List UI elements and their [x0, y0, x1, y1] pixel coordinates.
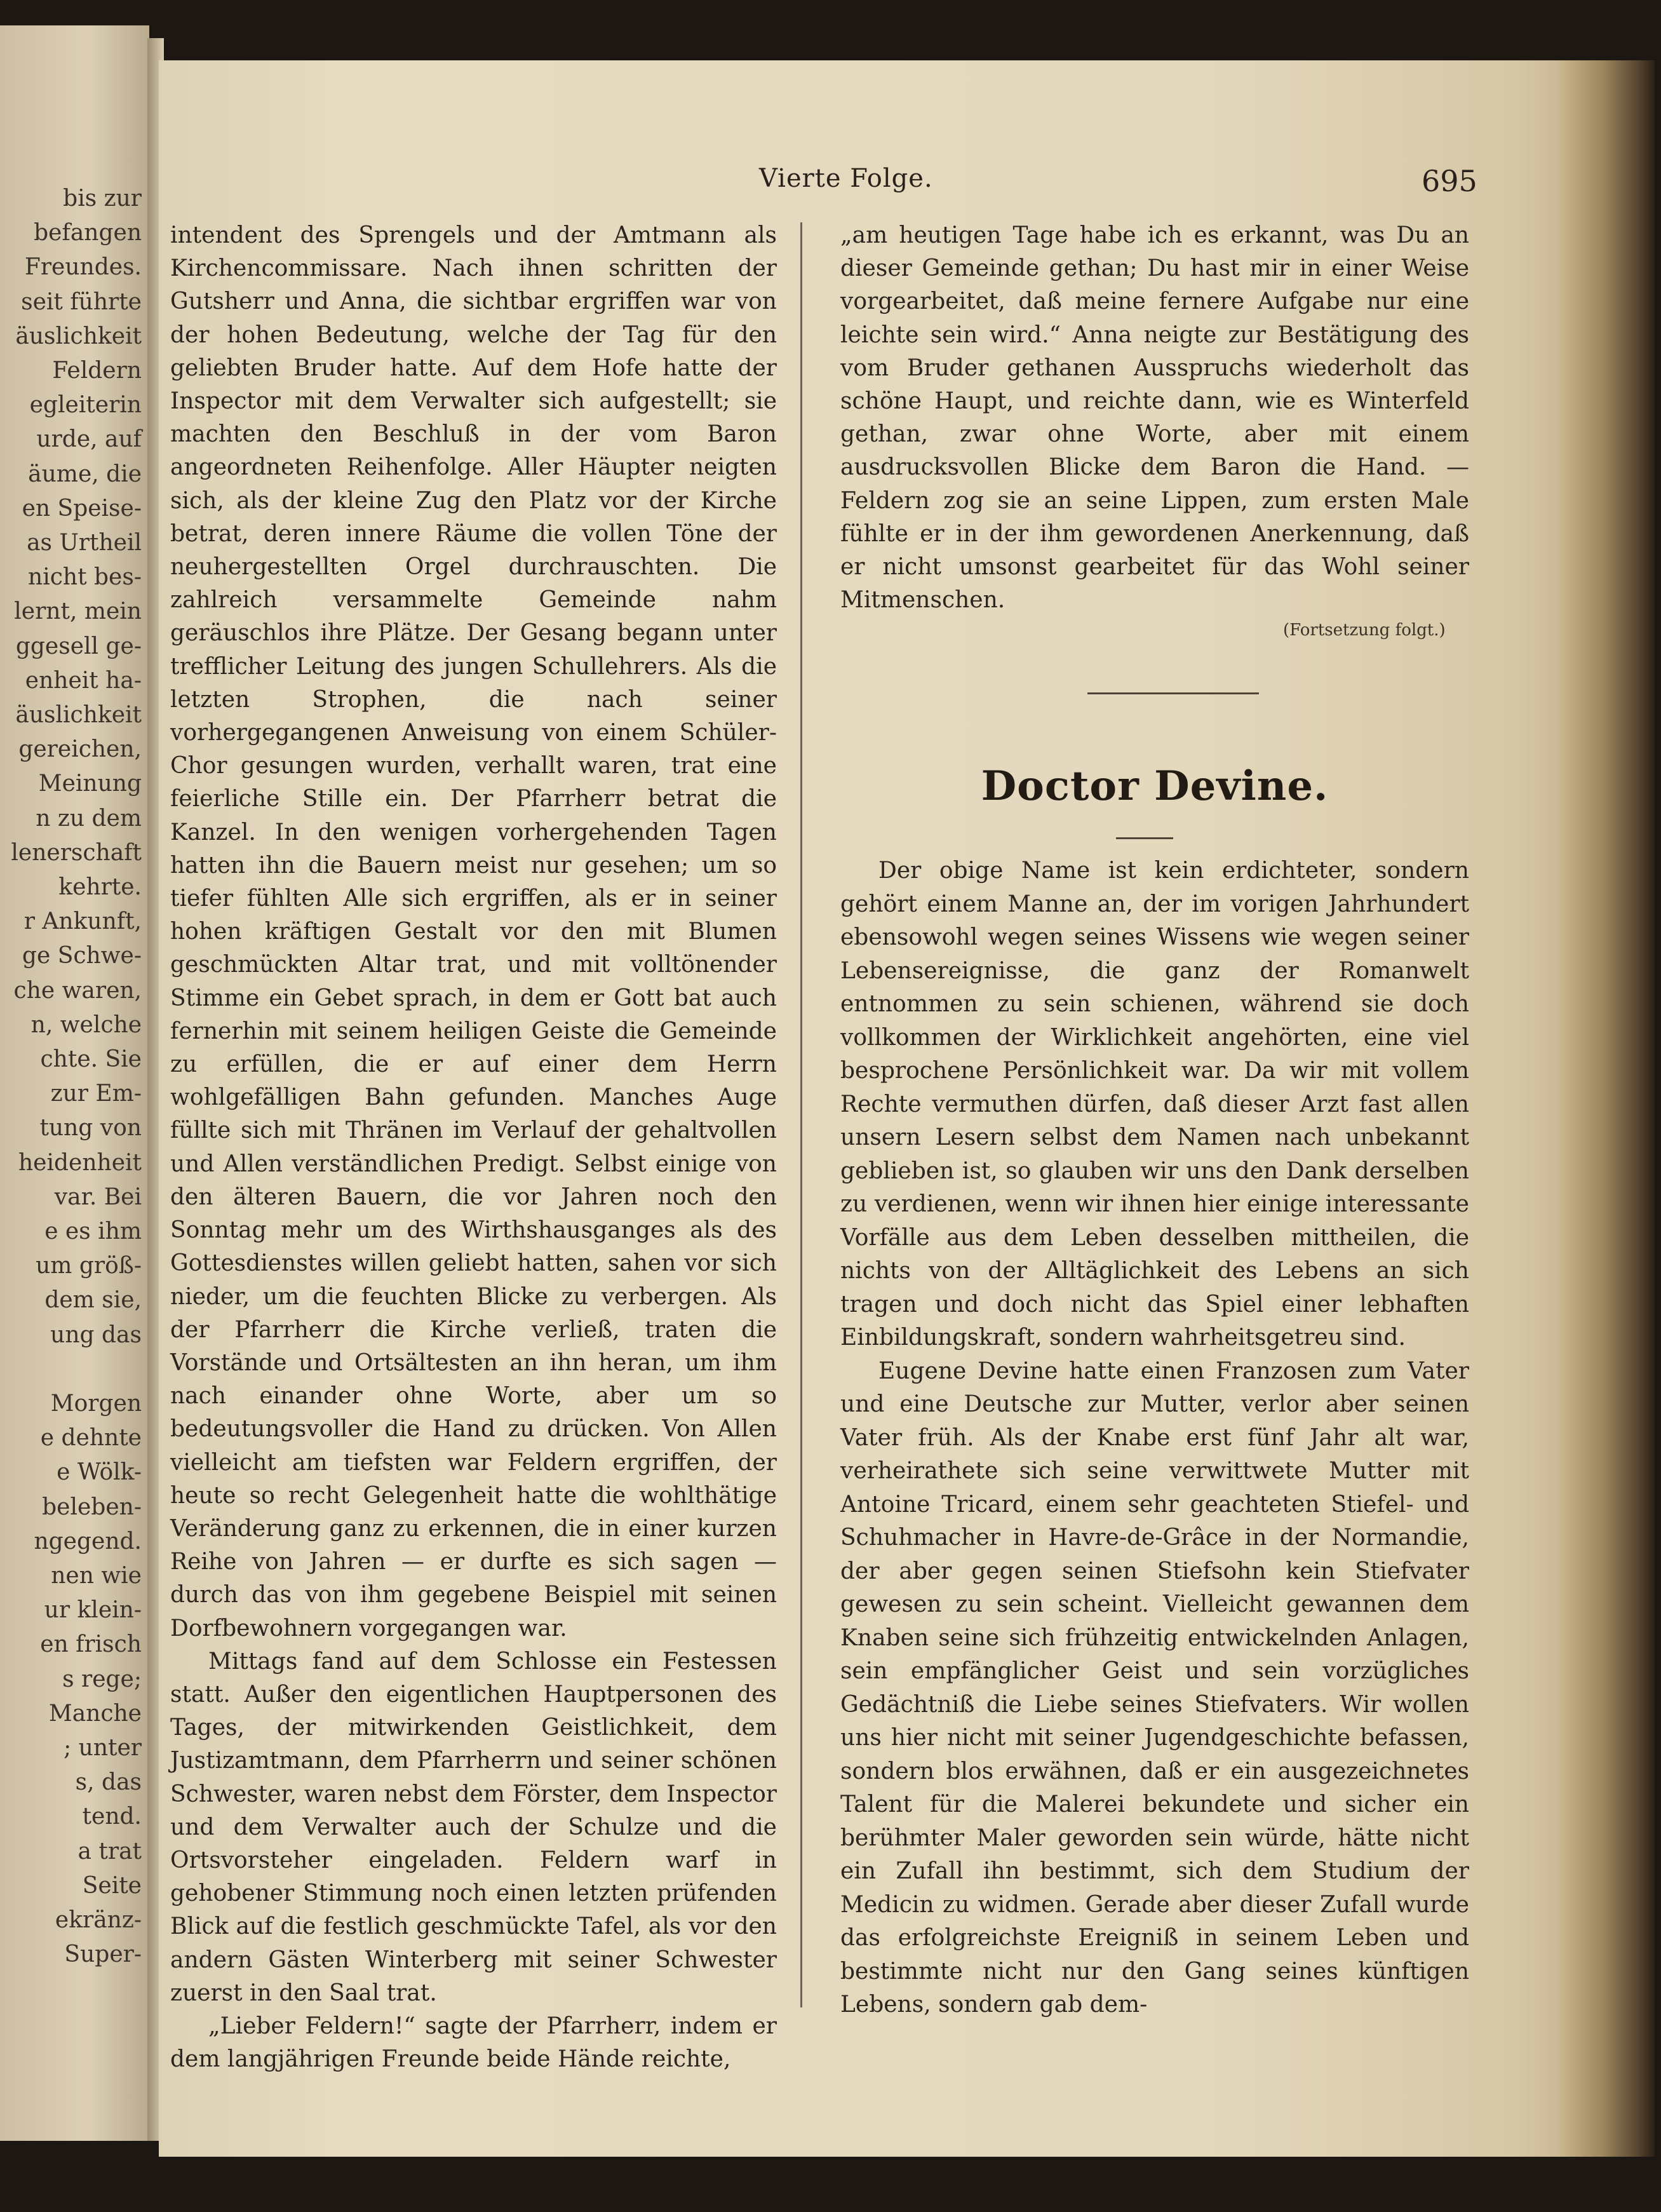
- left-page-fragment: s, das: [75, 1769, 142, 1796]
- left-page-fragment: ngegend.: [34, 1528, 142, 1554]
- left-page-fragment: nen wie: [51, 1563, 142, 1589]
- left-page-fragment: gereichen,: [18, 736, 142, 763]
- left-page-fragment: nicht bes-: [28, 564, 142, 591]
- left-page-fragment: ; unter: [64, 1735, 142, 1761]
- left-page-fragment: tung von: [39, 1115, 142, 1142]
- section-rule: [1087, 692, 1259, 694]
- left-page-fragment: ggesell ge-: [15, 633, 142, 659]
- left-page-fragment: äuslichkeit: [15, 323, 142, 349]
- left-page-fragment: tend.: [82, 1804, 142, 1830]
- continuation-note: (Fortsetzung folgt.): [1283, 621, 1446, 640]
- running-title: Vierte Folge.: [759, 164, 933, 193]
- left-page-fragment: enheit ha-: [25, 667, 142, 694]
- title-rule: [1116, 837, 1173, 839]
- paragraph: Der obige Name ist kein erdichteter, sondern gehört einem Manne an, der im vorigen Jahrhundert ebensowohl wegen seines Wissens wie wegen seiner Lebensereignisse, die ganz der Romanwelt entnommen zu sein schienen, während sie doch vollkommen der Wirklichkeit angehörten, eine viel besprochene Persönlichkeit war. Da wir mit vollem Rechte vermuthen dürfen, daß dieser Arzt fast allen unsern Lesern selbst dem Namen nach unbekannt geblieben ist, so glauben wir uns den Dank derselben zu verdienen, wenn wir ihnen hier einige interessante Vorfälle aus dem Leben desselben mittheilen, die nichts von der Alltäglichkeit des Lebens an sich tragen und doch nicht das Spiel einer lebhaften Einbildungskraft, sondern wahrheitsgetreu sind.: [840, 858, 1469, 1351]
- left-page-fragment: chte. Sie: [40, 1046, 142, 1072]
- paragraph: intendent des Sprengels und der Amtmann als Kirchencommissare. Nach ihnen schritten der Gutsherr und Anna, die sichtbar ergriffen war von der hohen Bedeutung, welche der Tag für den geliebten Bruder hatte. Auf dem Hofe hatte der Inspector mit dem Verwalter sich aufgestellt; sie machten den Beschluß in der vom Baron angeordneten Reihenfolge. Aller Häupter neigten sich, als der kleine Zug den Platz vor der Kirche betrat, deren innere Räume die vollen Töne der neuhergestellten Orgel durchrauschten. Die zahlreich versammelte Gemeinde nahm geräuschlos ihre Plätze. Der Gesang begann unter trefflicher Leitung des jungen Schullehrers. Als die letzten Strophen, die nach seiner vorhergegangenen Anweisung von einem Schüler-Chor gesungen wurden, verhallt waren, trat eine feierliche Stille ein. Der Pfarrherr betrat die Kanzel. In den wenigen vorhergehenden Tagen hatten ihn die Bauern meist nur gesehen; um so tiefer fühlten Alle sich ergriffen, als er in seiner hohen kräftigen Gestalt vor den mit Blumen geschmückten Altar trat, und mit volltönender Stimme ein Gebet sprach, in dem er Gott bat auch fernerhin mit seinem heiligen Geiste die Gemeinde zu erfüllen, die er auf einer dem Herrn wohlgefälligen Bahn gefunden. Manches Auge füllte sich mit Thränen im Verlauf der gehaltvollen und Allen verständlichen Predigt. Selbst einige von den älteren Bauern, die vor Jahren noch den Sonntag mehr um des Wirthshausganges als des Gottesdienstes willen geliebt hatten, sahen vor sich nieder, um die feuchten Blicke zu verbergen. Als der Pfarrherr die Kirche verließ, traten die Vorstände und Ortsältesten an ihn heran, um ihm nach einander ohne Worte, aber um so bedeutungsvoller die Hand zu drücken. Von Allen vielleicht am tiefsten war Feldern ergriffen, der heute so recht Gelegenheit hatte die wohlthätige Veränderung ganz zu erkennen, die in einer kurzen Reihe von Jahren — er durfte es sich sagen — durch das von ihm gegebene Beispiel mit seinen Dorfbewohnern vorgegangen war.: [170, 222, 777, 1642]
- left-page-fragment: n, welche: [30, 1011, 142, 1038]
- left-page-fragment: e dehnte: [40, 1425, 142, 1452]
- left-page-fragment: ge Schwe-: [22, 943, 142, 969]
- left-page-fragment: lenerschaft: [11, 839, 142, 866]
- left-page-fragment: äuslichkeit: [15, 702, 142, 728]
- right-column-article: [840, 854, 1469, 2022]
- left-page-fragment: s rege;: [62, 1666, 142, 1692]
- left-page-fragment: ur klein-: [44, 1597, 142, 1624]
- paragraph: „am heutigen Tage habe ich es erkannt, was Du an dieser Gemeinde gethan; Du hast mir in einer Weise vorgearbeitet, daß meine fernere Aufgabe nur eine leichte sein wird.“ Anna neigte zur Bestätigung des vom Bruder gethanen Ausspruchs wiederholt das schöne Haupt, und reichte dann, wie es Winterfeld gethan, zwar ohne Worte, aber mit einem ausdrucksvollen Blicke dem Baron die Hand. — Feldern zog sie an seine Lippen, zum ersten Male fühlte er in der ihm gewordenen Anerkennung, daß er nicht umsonst gearbeitet für das Wohl seiner Mitmenschen.: [840, 222, 1469, 614]
- left-page-fragment: dem sie,: [44, 1287, 142, 1314]
- column-divider: [800, 222, 802, 2007]
- left-page-fragment: ung das: [50, 1321, 142, 1348]
- left-page-fragment: beleben-: [42, 1494, 142, 1520]
- left-page-fragment: Manche: [48, 1700, 142, 1727]
- left-page-fragment: heidenheit: [18, 1149, 142, 1176]
- left-page-fragment: lernt, mein: [14, 598, 142, 625]
- left-page-fragment: r Ankunft,: [24, 908, 142, 935]
- left-page-fragment: zur Em-: [50, 1081, 142, 1107]
- left-page-fragment: as Urtheil: [27, 530, 142, 556]
- left-page-fragment: e Wölk-: [57, 1459, 142, 1486]
- left-page-fragment: bis zur: [63, 185, 142, 212]
- left-page-fragment: Morgen: [50, 1391, 142, 1417]
- left-page-fragment: äume, die: [28, 461, 142, 487]
- left-page-fragment: befangen: [34, 220, 142, 246]
- left-page-fragment: che waren,: [13, 977, 142, 1004]
- left-page-fragment: en frisch: [40, 1631, 142, 1658]
- article-title: Doctor Devine.: [981, 762, 1329, 810]
- left-page-fragment: Meinung: [38, 771, 142, 797]
- left-page-fragment: Super-: [64, 1941, 142, 1968]
- paragraph: Mittags fand auf dem Schlosse ein Festessen statt. Außer den eigentlichen Hauptpersonen des Tages, der mitwirkenden Geistlichkeit, dem Justizamtmann, dem Pfarrherrn und seiner schönen Schwester, waren nebst dem Förster, dem Inspector und dem Verwalter auch der Schulze und die Ortsvorsteher eingeladen. Feldern warf in gehobener Stimmung noch einen letzten prüfenden Blick auf die festlich geschmückte Tafel, als vor den andern Gästen Winterberg mit seiner Schwester zuerst in den Saal trat.: [170, 1648, 777, 2006]
- paragraph: Eugene Devine hatte einen Franzosen zum Vater und eine Deutsche zur Mutter, verlor aber seinen Vater früh. Als der Knabe erst fünf Jahr alt war, verheirathete sich seine verwittwete Mutter mit Antoine Tricard, einem sehr geachteten Stiefel- und Schuhmacher in Havre-de-Grâce in der Normandie, der aber gegen seinen Stiefsohn kein Stiefvater gewesen zu sein scheint. Vielleicht gewannen dem Knaben seine sich frühzeitig entwickelnden Anlagen, sein empfänglicher Geist und sein vorzügliches Gedächtniß die Liebe seines Stiefvaters. Wir wollen uns hier nicht mit seiner Jugendgeschichte befassen, sondern blos erwähnen, daß er ein ausgezeichnetes Talent für die Malerei bekundete und sicher ein berühmter Maler geworden sein würde, hätte nicht ein Zufall ihn bestimmt, sich dem Studium der Medicin zu widmen. Gerade aber dieser Zufall wurde das erfolgreichste Ereigniß in seinem Leben und bestimmte nicht nur den Gang seines künftigen Lebens, sondern gab dem-: [840, 1358, 1469, 2018]
- left-page-fragment: ekränz-: [55, 1907, 142, 1933]
- left-page-fragment: um größ-: [36, 1253, 142, 1279]
- left-page-fragment: urde, auf: [36, 426, 142, 453]
- left-page-fragment: Seite: [82, 1872, 142, 1899]
- left-page-fragment: a trat: [77, 1838, 142, 1865]
- left-page-fragment: n zu dem: [36, 805, 142, 832]
- left-page-fragment: Feldern: [52, 358, 142, 384]
- left-page-fragment: kehrte.: [58, 874, 142, 900]
- left-page-fragment: var. Bei: [54, 1184, 142, 1210]
- left-column: [170, 219, 777, 2076]
- left-page-fragment: egleiterin: [29, 392, 142, 419]
- left-page-fragment: en Speise-: [22, 495, 142, 522]
- left-page-edge: [0, 25, 149, 2141]
- page-edge-shadow: [1559, 60, 1655, 2157]
- paragraph: „Lieber Feldern!“ sagte der Pfarrherr, indem er dem langjährigen Freunde beide Hände reichte,: [170, 2013, 777, 2073]
- page-number: 695: [1422, 164, 1477, 198]
- left-page-fragment: Freundes.: [24, 254, 142, 281]
- right-column-top: [840, 219, 1469, 617]
- left-page-fragment: e es ihm: [44, 1218, 142, 1244]
- left-page-fragment: seit führte: [21, 288, 142, 315]
